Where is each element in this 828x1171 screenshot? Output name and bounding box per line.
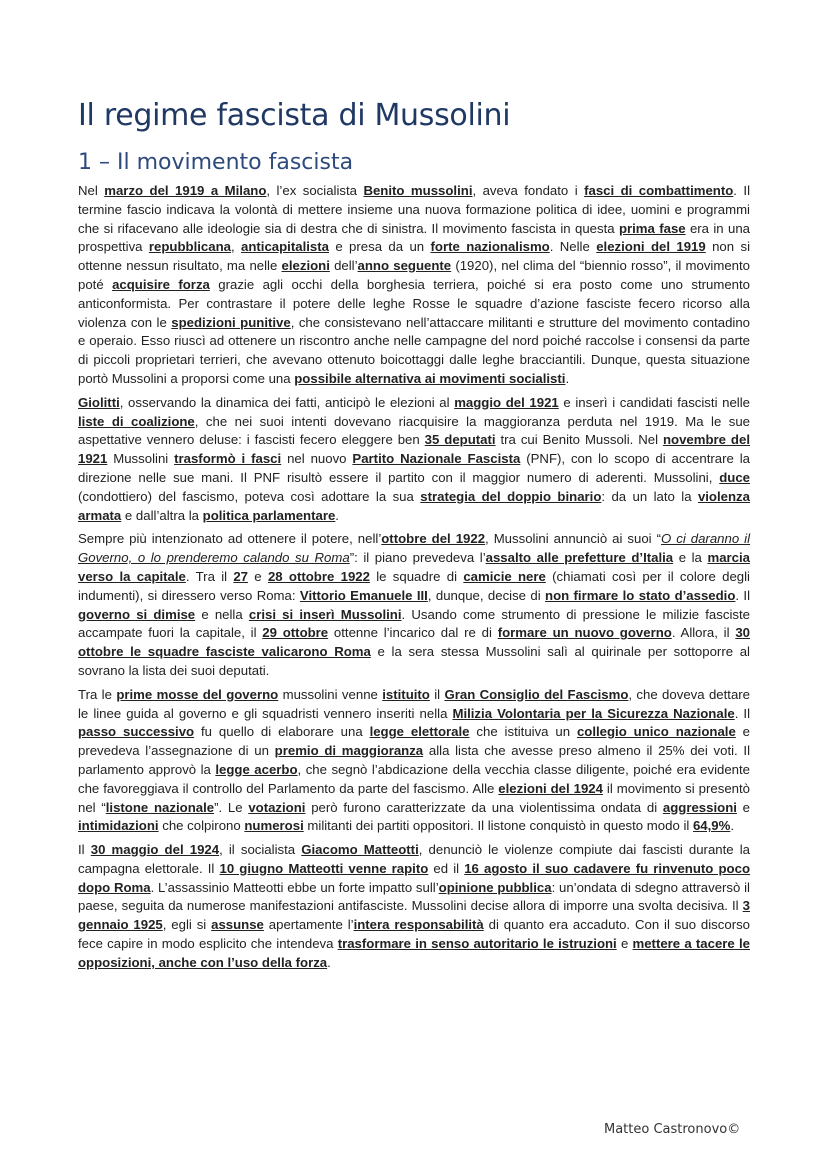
section-heading: 1 – Il movimento fascista <box>78 150 354 175</box>
key-term: listone nazionale <box>105 799 215 815</box>
text-run: . <box>730 818 735 834</box>
key-term: repubblicana <box>148 239 231 255</box>
text-run: , che doveva dettare le linee guida al governo e gli squadristi vennero inseriti nella <box>78 686 751 721</box>
key-term: Vittorio Emanuele III <box>299 587 428 603</box>
text-run: Sempre più intenzionato ad ottenere il potere, nell’ <box>78 531 382 547</box>
key-term: crisi si inserì Mussolini <box>248 606 402 622</box>
text-run: (PNF), con lo scopo di accentrare la direzione nelle sue mani. Il PNF risultò essere il partito con il maggior numero di aderenti. Mussolini, <box>78 451 750 485</box>
key-term: liste di coalizione <box>78 413 195 429</box>
text-run: grazie agli occhi della borghesia terriera, poiché si era posto come uno strumento anticonformista. Per contrastare il potere delle leghe Rosse le squadre d’azione fasciste fecero ricorso alla violenza con le <box>78 276 750 330</box>
key-term: elezioni del 1919 <box>596 239 706 255</box>
key-term: 29 ottobre <box>262 625 329 641</box>
key-term: Gran Consiglio del Fascismo <box>444 686 629 702</box>
text-run: . Allora, il <box>671 625 736 641</box>
text-run: . <box>335 507 339 523</box>
text-run: , che nei suoi intenti dovevano riacquisire la maggioranza perduta nel 1919. Ma le sue aspettative vennero deluse: i fascisti fecero eleggere ben <box>78 413 750 448</box>
key-term: assunse <box>211 917 264 933</box>
text-run: mussolini venne <box>278 686 383 702</box>
key-term: votazioni <box>248 799 306 815</box>
text-run: di quanto era accaduto. Con il suo discorso fece capire in modo esplicito che intendeva <box>78 917 751 952</box>
key-term: 16 agosto il suo cadavere fu rinvenuto poco dopo Roma <box>78 860 750 895</box>
paragraph-5 <box>78 841 750 973</box>
text-run: il movimento si presentò nel “ <box>78 780 750 815</box>
key-term: 28 ottobre 1922 <box>267 568 370 584</box>
text-run: Tra le <box>78 686 117 702</box>
text-run: Nel <box>78 183 105 198</box>
text-run: e prevedeva l’assegnazione di un <box>78 724 751 759</box>
text-run: , aveva fondato i <box>472 183 585 198</box>
key-term: legge elettorale <box>369 724 470 740</box>
text-run: , Mussolini annunciò ai suoi “ <box>485 531 661 547</box>
document-body <box>78 182 750 978</box>
key-term: 10 giugno Matteotti venne rapito <box>219 860 429 876</box>
key-term: mettere a tacere le opposizioni, anche con l’uso della forza <box>78 936 750 970</box>
text-run: militanti dei partiti oppositori. Il listone conquistò in questo modo il <box>303 818 693 834</box>
key-term: possibile alternativa ai movimenti socialisti <box>294 370 566 386</box>
key-term: camicie nere <box>463 568 546 584</box>
key-term: maggio del 1921 <box>454 394 559 410</box>
text-run: e presa da un <box>328 239 431 255</box>
key-term: marzo del 1919 a Milano <box>104 183 267 198</box>
text-run: ed il <box>428 860 465 876</box>
text-run: . Nelle <box>549 239 597 255</box>
key-term: Giacomo Matteotti <box>301 842 419 858</box>
text-run: , osservando la dinamica dei fatti, anticipò le elezioni al <box>119 394 455 410</box>
text-run: ottenne l’incarico dal re di <box>328 625 498 641</box>
text-run: , denunciò le violenze compiute dai fascisti durante la campagna elettorale. Il <box>78 842 750 876</box>
key-term: Partito Nazionale Fascista <box>352 451 521 467</box>
text-run: fu quello di elaborare una <box>194 724 370 740</box>
text-run: tra cui Benito Mussoli. Nel <box>495 432 663 448</box>
text-run: . Il <box>735 587 751 603</box>
key-term: istituito <box>382 686 430 702</box>
key-term: intimidazioni <box>78 818 159 834</box>
text-run: però furono caratterizzate da una violentissima ondata di <box>305 799 663 815</box>
text-run: , che consistevano nell’attaccare militanti e strutture del movimento contadino e operaio. Esso riuscì ad ottenere un riscontro anche nelle campagne del nord poiché raccolse i consensi da parte di piccoli proprietari terrieri, che avevano ottenuto boicottaggi dalle leghe bracciantili. Dunque, questa situazione portò Mussolini a proporsi come una <box>78 314 751 386</box>
key-term: ottobre del 1922 <box>381 531 486 547</box>
key-term: 35 deputati <box>424 432 496 448</box>
text-run: , che segnò l’abdicazione della vecchia classe diligente, poiché era evidente che favoreggiava il controllo del Parlamento da parte del fascismo. Alle <box>78 761 751 796</box>
text-run: e inserì i candidati fascisti nelle <box>558 394 750 410</box>
key-term: trasformare in senso autoritario le istruzioni <box>337 936 617 952</box>
key-term: 30 maggio del 1924 <box>90 842 220 858</box>
text-run: nel nuovo <box>281 451 353 467</box>
text-run: (chiamati così per il colore degli indumenti), si diressero verso Roma: <box>78 568 750 603</box>
text-run: e <box>616 936 633 952</box>
text-run: , egli si <box>162 917 212 933</box>
paragraph-4 <box>78 686 750 836</box>
key-term: passo successivo <box>78 724 195 740</box>
text-run: . Il <box>734 705 750 721</box>
text-run: . Tra il <box>185 568 234 584</box>
text-run: ”. Le <box>214 799 249 815</box>
text-run: apertamente l’ <box>263 917 354 933</box>
key-term: Benito mussolini <box>363 183 473 198</box>
key-term: non firmare lo stato d’assedio <box>545 587 736 603</box>
key-term: opinione pubblica <box>438 879 552 895</box>
text-run: . <box>327 954 331 970</box>
key-term: 27 <box>233 568 249 584</box>
text-run: : un’ondata di sdegno attraversò il paese, seguita da numerose manifestazioni antifasciste. Mussolini decise allora di imporre una svolta decisiva. Il <box>78 879 750 914</box>
text-run: e <box>248 568 268 584</box>
text-run: il <box>429 686 445 702</box>
text-run: che colpirono <box>158 818 245 834</box>
document-title: Il regime fascista di Mussolini <box>78 98 511 133</box>
key-term: governo si dimise <box>78 606 196 622</box>
key-term: duce <box>719 469 750 485</box>
key-term: elezioni <box>281 258 330 274</box>
text-run: , il socialista <box>219 842 302 858</box>
text-run: . <box>565 370 570 386</box>
key-term: intera responsabilità <box>353 917 484 933</box>
key-term: marcia verso la capitale <box>78 550 750 584</box>
key-term: assalto alle prefetture d’Italia <box>485 550 674 566</box>
paragraph-3 <box>78 530 750 680</box>
text-run: ”: il piano prevedeva l’ <box>349 550 486 566</box>
key-term: 3 gennaio 1925 <box>78 898 750 933</box>
text-run: Mussolini <box>107 451 175 467</box>
key-term: aggressioni <box>662 799 737 815</box>
footer-author: Matteo Castronovo© <box>604 1122 741 1137</box>
key-term: Milizia Volontaria per la Sicurezza Nazionale <box>452 705 735 721</box>
text-run: . Il termine fascio indicava la volontà di mettere insieme una nuova formazione politica di idee, uomini e programmi che si rifacevano alle ideologie sia di destra che di sinistra. Il movimento fascista in questa <box>78 183 751 236</box>
text-run: (1920), nel clima del “biennio rosso”, il movimento poté <box>78 258 751 292</box>
text-run: e dall’altra la <box>121 507 203 523</box>
key-term: collegio unico nazionale <box>576 724 736 740</box>
paragraph-1 <box>78 182 750 389</box>
key-term: 64,9% <box>692 818 731 834</box>
key-term: fasci di combattimento <box>584 183 734 198</box>
text-run: Il <box>78 842 91 858</box>
key-term: acquisire forza <box>112 276 210 292</box>
key-term: strategia del doppio binario <box>420 488 602 504</box>
key-term: anno seguente <box>357 258 452 274</box>
key-term: forte nazionalismo <box>430 239 550 255</box>
text-run: . L’assassinio Matteotti ebbe un forte impatto sull’ <box>150 879 439 895</box>
key-term: formare un nuovo governo <box>497 625 672 641</box>
text-run: . Usando come strumento di pressione le milizie fasciste accampate fuori la capitale, il <box>78 606 750 641</box>
paragraph-2 <box>78 394 750 526</box>
text-run: , l’ex socialista <box>266 183 364 198</box>
text-run: era in una prospettiva <box>78 220 750 255</box>
key-term: violenza armata <box>78 488 750 523</box>
quote: O ci daranno il Governo, o lo prenderemo calando su Roma <box>78 531 751 566</box>
key-term: trasformò i fasci <box>174 451 282 467</box>
key-term: politica parlamentare <box>202 507 336 523</box>
key-term: novembre del 1921 <box>78 432 750 467</box>
text-run: alla lista che avesse preso almeno il 25% dei voti. Il parlamento approvò la <box>78 743 751 777</box>
text-run: (condottiero) del fascismo, poteva così adottare la sua <box>78 488 421 504</box>
text-run: e <box>736 799 751 815</box>
text-run: : da un lato la <box>601 488 698 504</box>
text-run: e la <box>673 550 708 566</box>
text-run: , dunque, decise di <box>427 587 546 603</box>
key-term: elezioni del 1924 <box>498 780 603 796</box>
key-term: 30 ottobre le squadre fasciste valicarono Roma <box>78 625 750 660</box>
key-term: anticapitalista <box>241 239 329 255</box>
key-term: legge acerbo <box>215 761 298 777</box>
text-run: che istituiva un <box>469 724 577 740</box>
text-run: e la sera stessa Mussolini salì al quirinale per sottoporre al sovrano la lista dei suoi deputati. <box>78 644 750 678</box>
key-term: premio di maggioranza <box>274 743 424 759</box>
key-term: prima fase <box>618 220 686 236</box>
key-term: Giolitti <box>78 394 120 410</box>
text-run: non si ottenne nessun risultato, ma nelle <box>78 239 750 274</box>
text-run: dell’ <box>329 258 358 274</box>
text-run: le squadre di <box>369 568 464 584</box>
key-term: prime mosse del governo <box>116 686 279 702</box>
key-term: numerosi <box>244 818 304 834</box>
text-run: , <box>230 239 242 255</box>
text-run: e nella <box>195 606 249 622</box>
key-term: spedizioni punitive <box>171 314 291 330</box>
